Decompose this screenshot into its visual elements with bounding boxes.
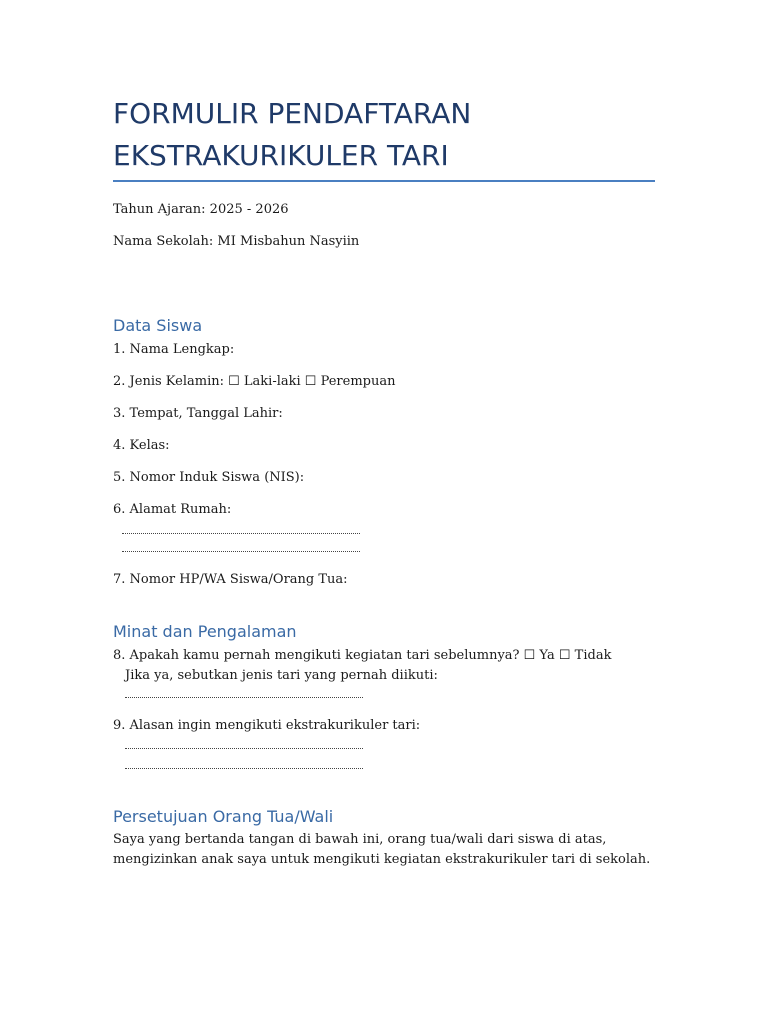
field-tempat-tanggal-lahir: 3. Tempat, Tanggal Lahir: xyxy=(113,406,283,421)
dotted-line-alamat-1 xyxy=(122,533,360,534)
dotted-line-alasan-1 xyxy=(125,748,363,749)
consent-text-line-2: mengizinkan anak saya untuk mengikuti kegiatan ekstrakurikuler tari di sekolah. xyxy=(113,852,651,867)
form-title-line-2: EKSTRAKURIKULER TARI xyxy=(113,139,449,172)
form-title-line-1: FORMULIR PENDAFTARAN xyxy=(113,97,472,130)
field-nama-lengkap: 1. Nama Lengkap: xyxy=(113,342,235,357)
consent-text-line-1: Saya yang bertanda tangan di bawah ini, orang tua/wali dari siswa di atas, xyxy=(113,832,607,847)
field-nomor-hp: 7. Nomor HP/WA Siswa/Orang Tua: xyxy=(113,572,348,587)
title-divider xyxy=(113,180,655,182)
field-alamat-rumah: 6. Alamat Rumah: xyxy=(113,502,232,517)
question-jenis-tari: Jika ya, sebutkan jenis tari yang pernah diikuti: xyxy=(125,668,438,683)
question-pengalaman-tari: 8. Apakah kamu pernah mengikuti kegiatan tari sebelumnya? ☐ Ya ☐ Tidak xyxy=(113,648,612,663)
section-heading-minat: Minat dan Pengalaman xyxy=(113,622,297,641)
question-alasan: 9. Alasan ingin mengikuti ekstrakurikuler tari: xyxy=(113,718,421,733)
dotted-line-alasan-2 xyxy=(125,768,363,769)
field-nis: 5. Nomor Induk Siswa (NIS): xyxy=(113,470,305,485)
field-kelas: 4. Kelas: xyxy=(113,438,170,453)
dotted-line-alamat-2 xyxy=(122,551,360,552)
field-jenis-kelamin: 2. Jenis Kelamin: ☐ Laki-laki ☐ Perempuan xyxy=(113,374,396,389)
dotted-line-jenis-tari xyxy=(125,697,363,698)
section-heading-data-siswa: Data Siswa xyxy=(113,316,203,335)
school-name: Nama Sekolah: MI Misbahun Nasyiin xyxy=(113,234,360,249)
section-heading-persetujuan: Persetujuan Orang Tua/Wali xyxy=(113,807,334,826)
academic-year: Tahun Ajaran: 2025 - 2026 xyxy=(113,202,289,217)
